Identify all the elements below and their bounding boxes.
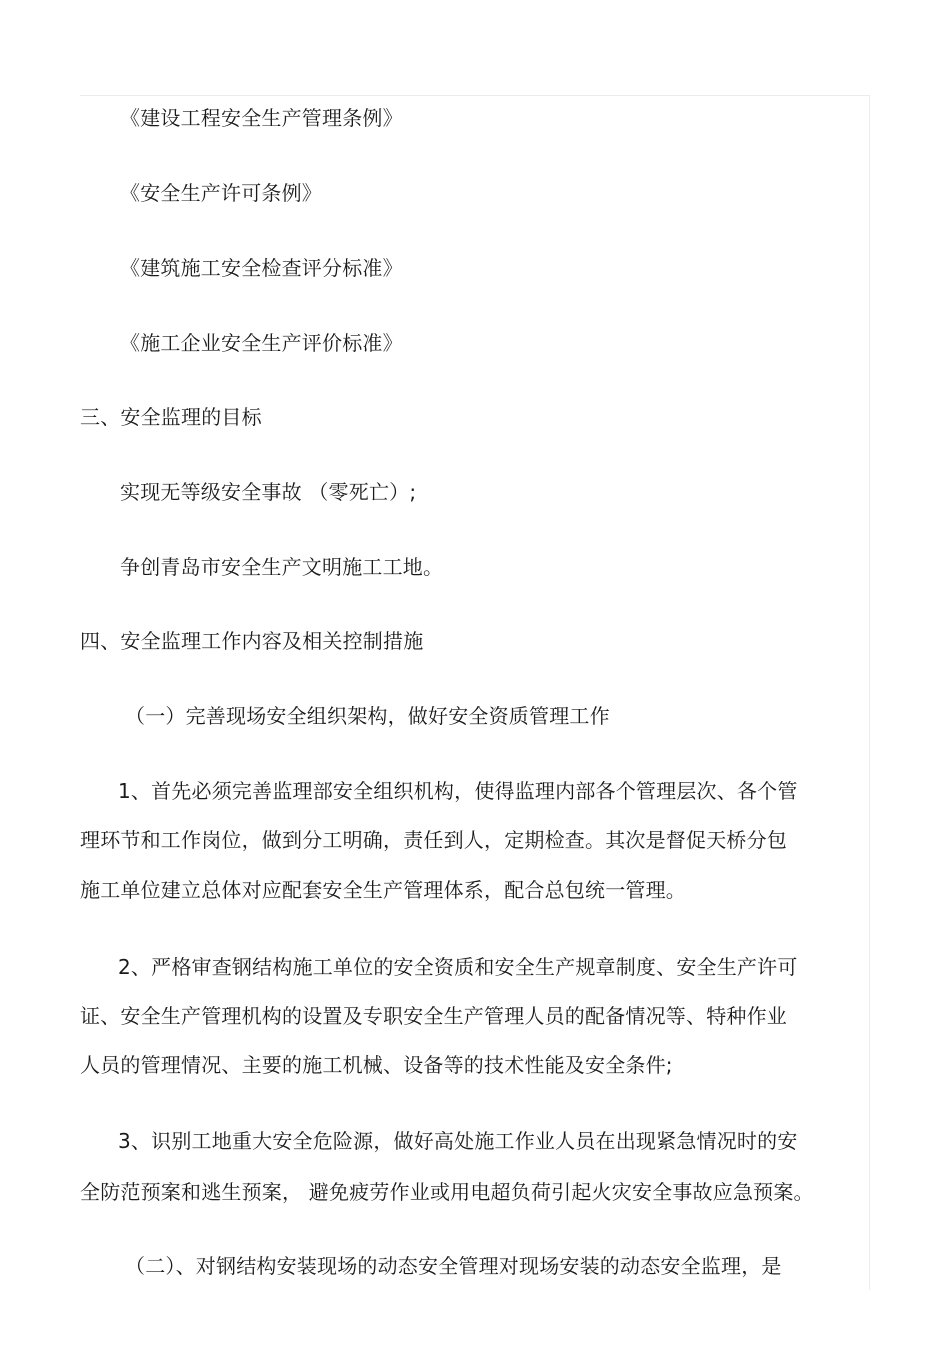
subsection-heading: （一）完善现场安全组织架构，做好安全资质管理工作 xyxy=(125,704,610,728)
paragraph-line: 1、首先必须完善监理部安全组织机构，使得监理内部各个管理层次、各个管 xyxy=(118,779,798,803)
reference-line: 《建筑施工安全检查评分标准》 xyxy=(120,256,403,280)
subsection-heading: （二）、对钢结构安装现场的动态安全管理对现场安装的动态安全监理，是 xyxy=(125,1254,782,1278)
reference-line: 《建设工程安全生产管理条例》 xyxy=(120,106,403,130)
paragraph-line: 3、识别工地重大安全危险源，做好高处施工作业人员在出现紧急情况时的安 xyxy=(118,1129,798,1153)
goal-item: 实现无等级安全事故 （零死亡）; xyxy=(120,480,417,504)
goal-item: 争创青岛市安全生产文明施工工地。 xyxy=(120,555,444,579)
paragraph-line: 2、严格审查钢结构施工单位的安全资质和安全生产规章制度、安全生产许可 xyxy=(118,955,798,979)
paragraph-line: 理环节和工作岗位，做到分工明确，责任到人，定期检查。其次是督促天桥分包 xyxy=(80,828,787,852)
paragraph-line: 全防范预案和逃生预案， 避免疲劳作业或用电超负荷引起火灾安全事故应急预案。 xyxy=(80,1180,814,1204)
page-top-border xyxy=(80,95,870,96)
paragraph-line: 人员的管理情况、主要的施工机械、设备等的技术性能及安全条件; xyxy=(80,1053,673,1077)
paragraph-line: 施工单位建立总体对应配套安全生产管理体系，配合总包统一管理。 xyxy=(80,878,686,902)
paragraph-line: 证、安全生产管理机构的设置及专职安全生产管理人员的配备情况等、特种作业 xyxy=(80,1004,787,1028)
reference-line: 《安全生产许可条例》 xyxy=(120,181,322,205)
reference-line: 《施工企业安全生产评价标准》 xyxy=(120,331,403,355)
section-heading: 三、安全监理的目标 xyxy=(80,405,262,429)
page-right-border xyxy=(869,95,870,1290)
section-heading: 四、安全监理工作内容及相关控制措施 xyxy=(80,629,424,653)
